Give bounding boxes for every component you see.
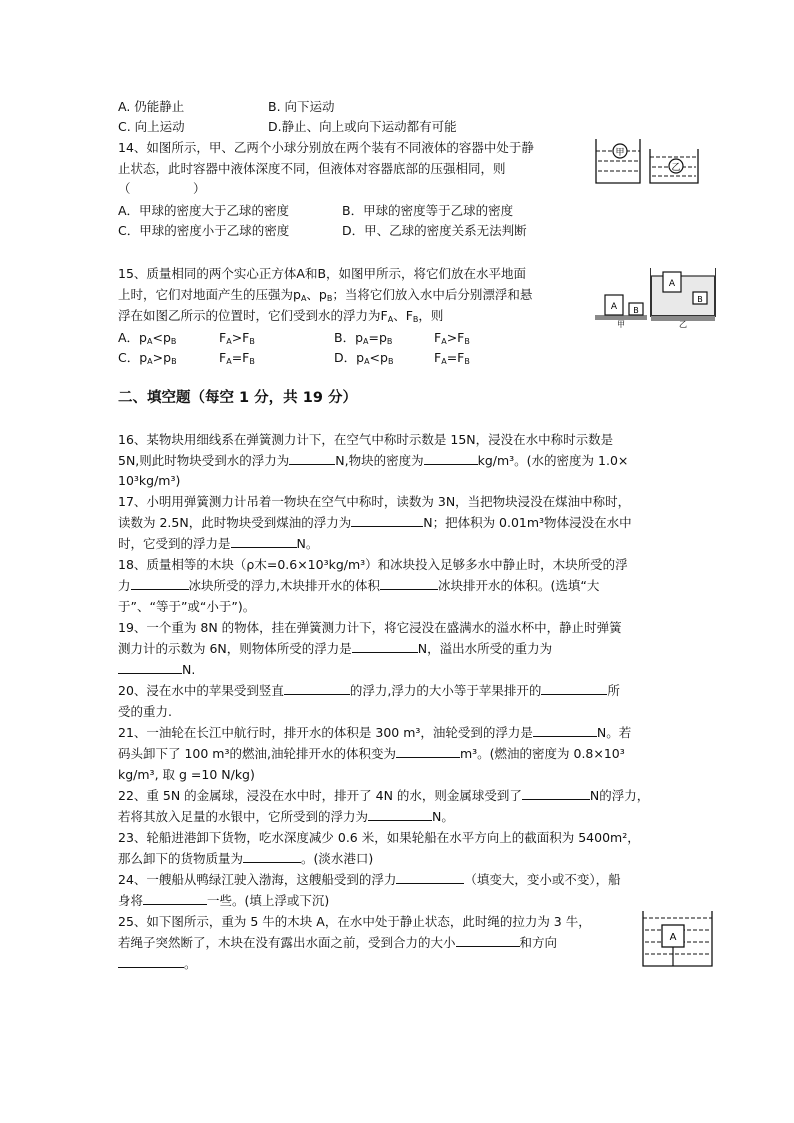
q13-option-c: C. 向上运动: [118, 119, 185, 134]
q25-figure-tank: [640, 908, 716, 970]
q17-text-line-3: 时，它受到的浮力是 N。: [118, 536, 319, 551]
q15-text-line-2: 上时，它们对地面产生的压强为$p_A$、$p_B$；当将它们放入水中后分别漂浮和悬: [118, 287, 533, 303]
q20-text-line-1: 20、浸在水中的苹果受到竖直 的浮力,浮力的大小等于苹果排开的 所: [118, 683, 620, 698]
label-yi: 乙: [671, 163, 681, 173]
q13-option-d: D.静止、向上或向下运动都有可能: [268, 119, 457, 134]
q16-text-line-1: 16、某物块用细线系在弹簧测力计下，在空气中称时示数是 15N，浸没在水中称时示数是: [118, 432, 614, 447]
q19-text-line-1: 19、一个重为 8N 的物体，挂在弹簧测力计下，将它浸没在盛满水的溢水杯中，静止时弹簧: [118, 620, 622, 635]
blank[interactable]: [456, 933, 520, 947]
svg-text:B: B: [697, 295, 703, 304]
q19-text-line-2: 测力计的示数为 6N，则物体所受的浮力是 N，溢出水所受的重力为: [118, 641, 553, 656]
blank[interactable]: [533, 723, 597, 737]
q13-option-a: A. 仍能静止: [118, 99, 185, 114]
q24-text-line-2: 身将 一些。(填上浮或下沉): [118, 893, 330, 908]
q22-text-line-2: 若将其放入足量的水银中，它所受到的浮力为 N。: [118, 809, 454, 824]
q14-answer-paren: （ ）: [118, 181, 206, 196]
q25-text-line-3: 。: [118, 954, 197, 974]
blank[interactable]: [131, 576, 189, 590]
q19-text-line-3: N.: [118, 660, 195, 680]
label-jia: 甲: [617, 320, 625, 328]
q16-text-line-2: 5N,则此时物块受到水的浮力为 N,物块的密度为 kg/m³。(水的密度为 1.0×: [118, 453, 629, 468]
label-jia: 甲: [615, 148, 625, 158]
blank[interactable]: [231, 534, 297, 548]
q23-text-line-2: 那么卸下的货物质量为 。(淡水港口): [118, 851, 374, 866]
q23-text-line-1: 23、轮船进港卸下货物，吃水深度减少 0.6 米，如果轮船在水平方向上的截面积为 5400m²，: [118, 830, 640, 845]
blank[interactable]: [352, 639, 418, 653]
blank[interactable]: [243, 849, 301, 863]
label-yi: 乙: [679, 320, 687, 328]
svg-text:A: A: [610, 302, 618, 312]
q21-text-line-3: kg/m³, 取 g =10 N/kg): [118, 767, 255, 782]
q15-option-c: C．$p_A>p_B$: [118, 350, 177, 366]
q15-option-a: A．$p_A<p_B$: [118, 330, 177, 346]
q16-text-line-3: 10³kg/m³): [118, 473, 181, 488]
section-heading-fill-in: 二、填空题（每空 1 分，共 19 分）: [118, 390, 357, 406]
blank[interactable]: [368, 807, 432, 821]
q20-text-line-2: 受的重力.: [118, 704, 172, 719]
q14-option-b: B．甲球的密度等于乙球的密度: [342, 203, 514, 218]
q15-option-b: B．$p_A=p_B$: [334, 330, 393, 346]
q14-option-c: C．甲球的密度小于乙球的密度: [118, 223, 290, 238]
q17-text-line-1: 17、小明用弹簧测力计吊着一物块在空气中称时，读数为 3N，当把物块浸没在煤油中称时，: [118, 494, 631, 509]
q21-text-line-2: 码头卸下了 100 m³的燃油,油轮排开水的体积变为 m³。(燃油的密度为 0.8×10³: [118, 746, 625, 761]
q14-text-line-2: 止状态，此时容器中液体深度不同，但液体对容器底部的压强相同，则: [118, 161, 506, 176]
q24-text-line-1: 24、一艘船从鸭绿江驶入渤海，这艘船受到的浮力 （填变大，变小或不变），船: [118, 872, 621, 887]
blank[interactable]: [289, 451, 335, 465]
q21-text-line-1: 21、一油轮在长江中航行时，排开水的体积是 300 m³，油轮受到的浮力是 N。若: [118, 725, 632, 740]
q15-option-a-force: $F_A>F_B$: [219, 330, 255, 346]
q14-option-d: D．甲、乙球的密度关系无法判断: [342, 223, 527, 238]
q15-text-line-3: 浮在如图乙所示的位置时，它们受到水的浮力为$F_A$、$F_B$，则: [118, 308, 444, 324]
q22-text-line-1: 22、重 5N 的金属球，浸没在水中时，排开了 4N 的水，则金属球受到了 N的浮力，: [118, 788, 650, 803]
q18-text-line-3: 于”、“等于”或“小于”)。: [118, 599, 256, 614]
q25-text-line-1: 25、如下图所示，重为 5 牛的木块 A，在水中处于静止状态，此时绳的拉力为 3 牛，: [118, 914, 591, 929]
blank[interactable]: [118, 954, 184, 968]
q15-option-d: D．$p_A<p_B$: [334, 350, 394, 366]
blank[interactable]: [396, 744, 460, 758]
blank[interactable]: [541, 681, 607, 695]
blank[interactable]: [284, 681, 350, 695]
q13-option-b: B. 向下运动: [268, 99, 335, 114]
blank[interactable]: [143, 891, 207, 905]
blank[interactable]: [396, 870, 464, 884]
blank[interactable]: [522, 786, 590, 800]
q15-option-d-force: $F_A=F_B$: [434, 350, 470, 366]
q17-text-line-2: 读数为 2.5N，此时物块受到煤油的浮力为 N；把体积为 0.01m³物体浸没在水中: [118, 515, 632, 530]
blank[interactable]: [351, 513, 423, 527]
q15-figure-cubes: [595, 262, 717, 328]
svg-text:A: A: [668, 279, 676, 289]
svg-text:B: B: [633, 306, 639, 315]
q14-text-line-1: 14、如图所示，甲、乙两个小球分别放在两个装有不同液体的容器中处于静: [118, 140, 534, 155]
q15-option-b-force: $F_A>F_B$: [434, 330, 470, 346]
blank[interactable]: [424, 451, 478, 465]
blank[interactable]: [118, 660, 182, 674]
q18-text-line-2: 力 冰块所受的浮力,木块排开水的体积 冰块排开水的体积。(选填“大: [118, 578, 600, 593]
q15-text-line-1: 15、质量相同的两个实心正方体A和B，如图甲所示，将它们放在水平地面: [118, 266, 527, 281]
blank[interactable]: [380, 576, 438, 590]
q14-figure-containers: [592, 135, 704, 187]
q15-option-c-force: $F_A=F_B$: [219, 350, 255, 366]
q18-text-line-1: 18、质量相等的木块（ρ木=0.6×10³kg/m³）和冰块投入足够多水中静止时，木块所受的浮: [118, 557, 628, 572]
q14-option-a: A．甲球的密度大于乙球的密度: [118, 203, 290, 218]
q25-text-line-2: 若绳子突然断了，木块在没有露出水面之前，受到合力的大小 和方向: [118, 935, 558, 950]
svg-text:A: A: [669, 932, 677, 943]
